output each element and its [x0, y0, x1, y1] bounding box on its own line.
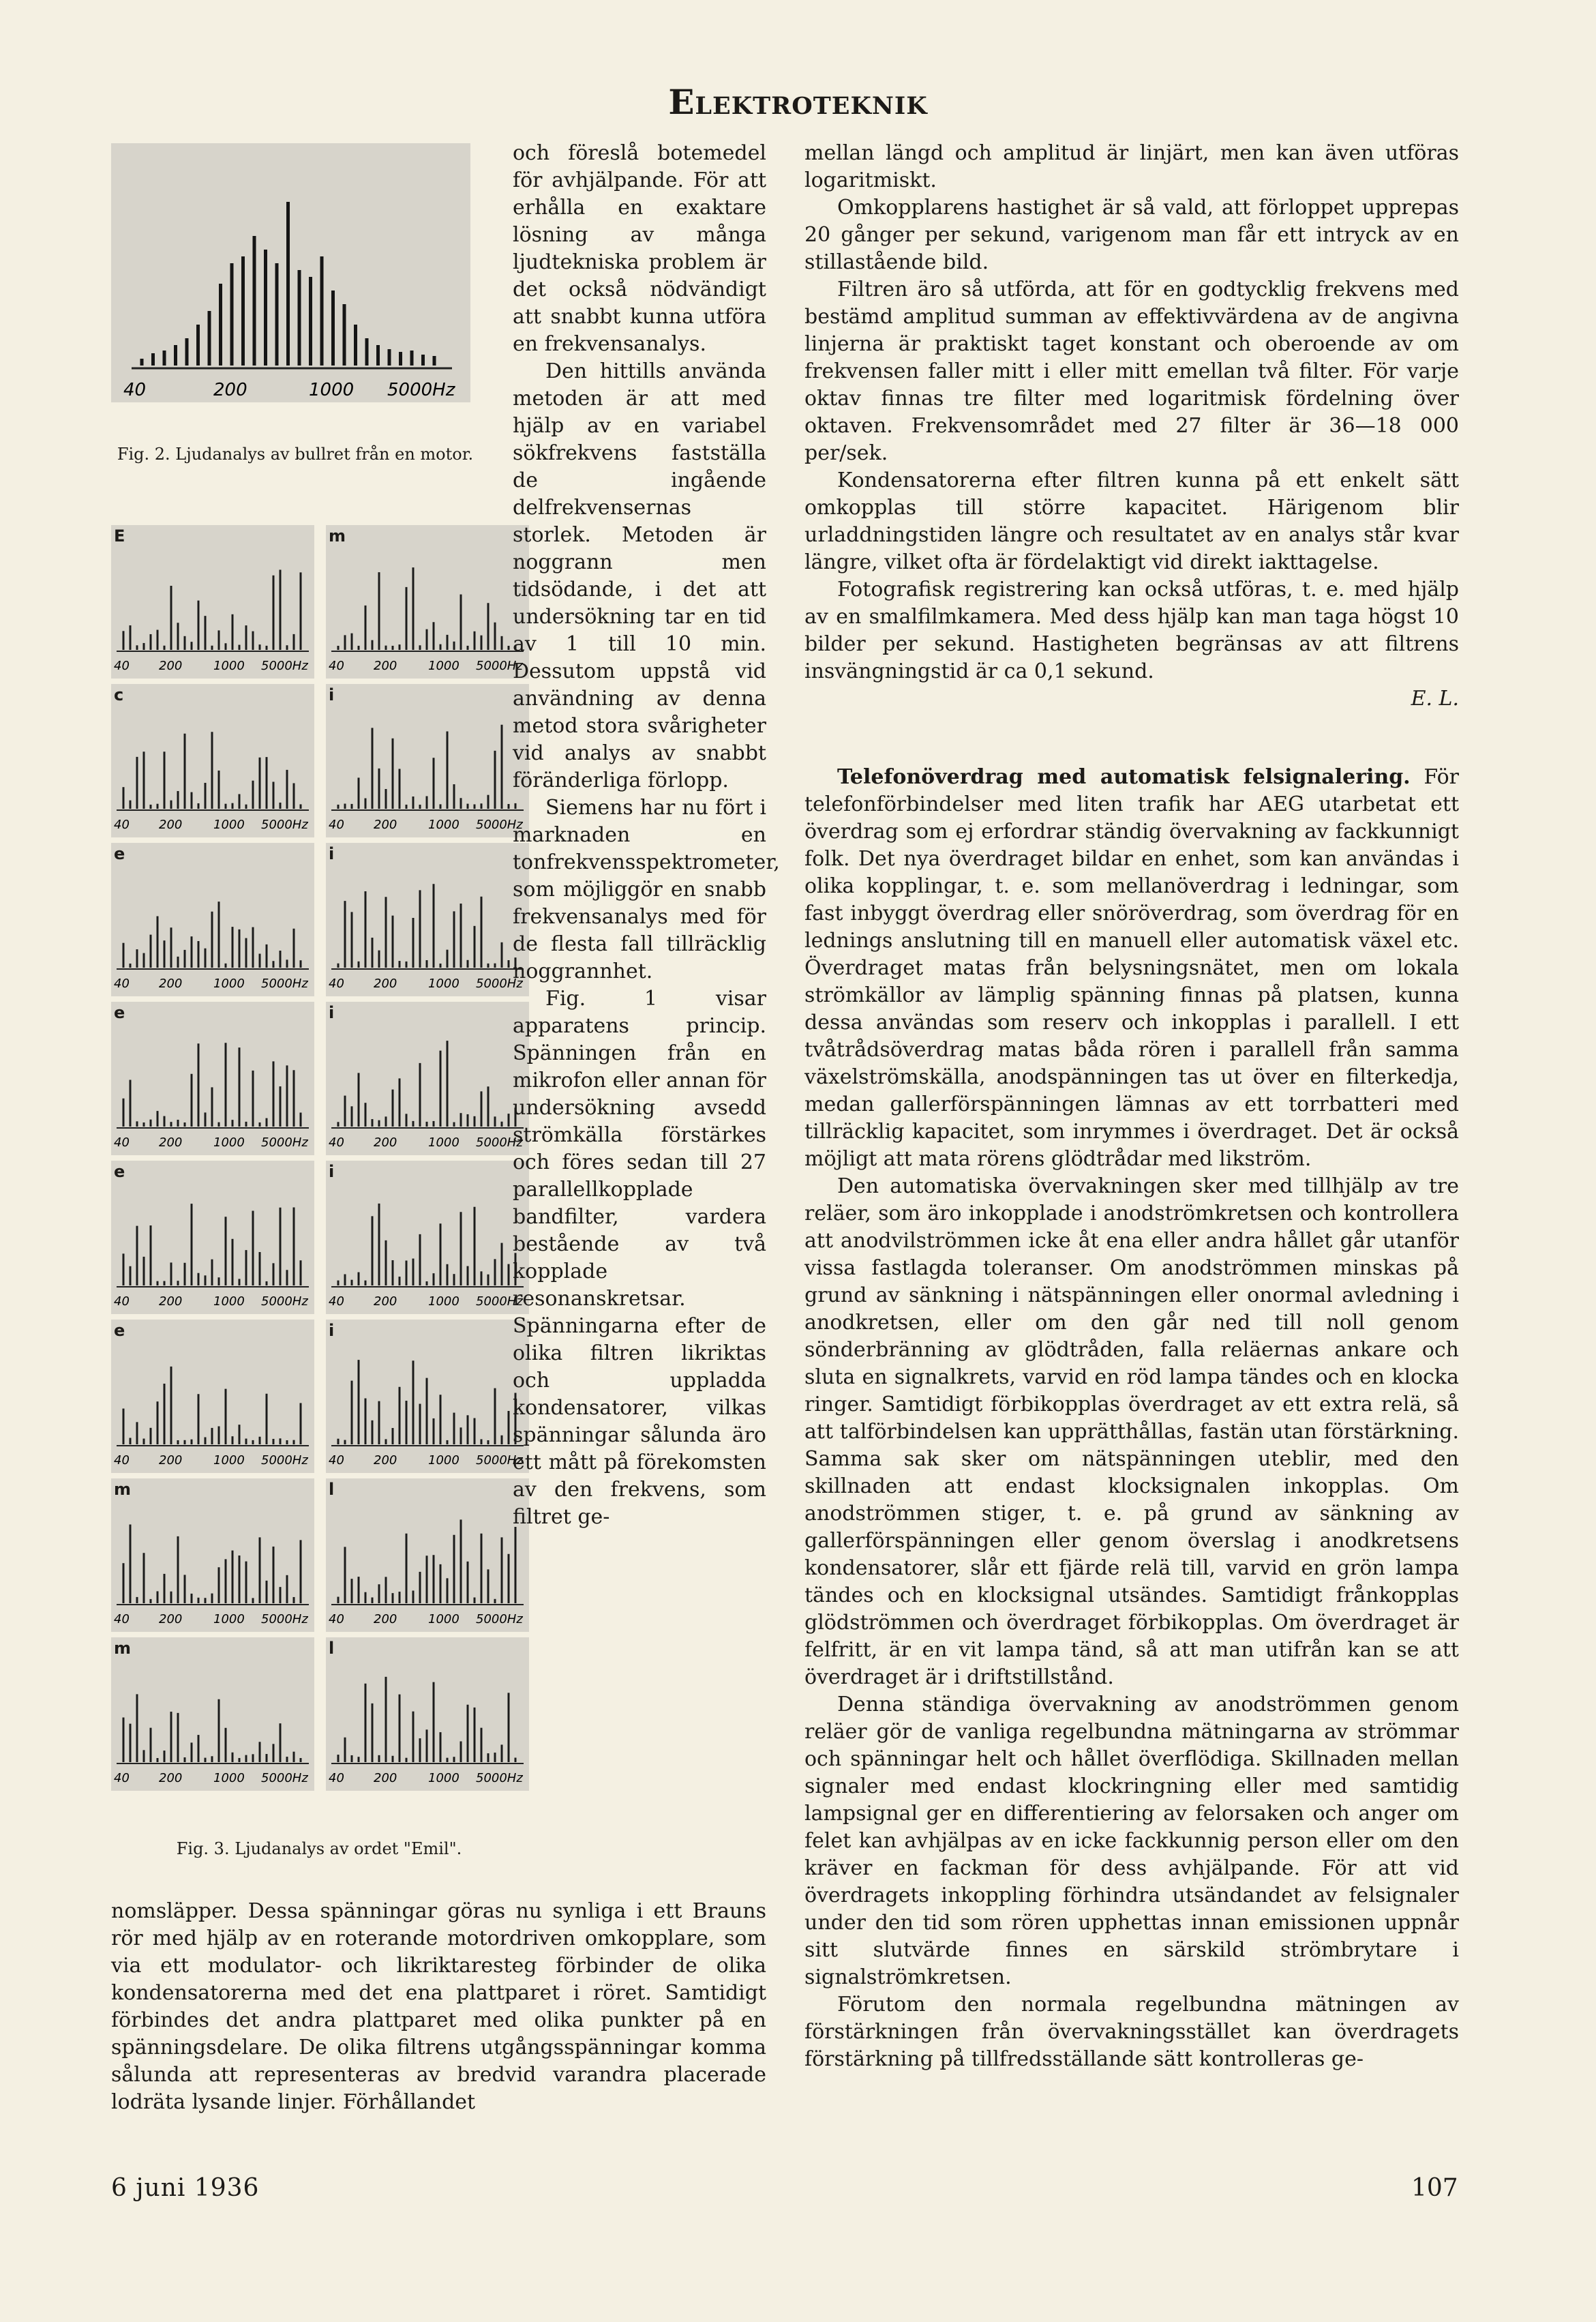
- fig3-panel: [326, 1002, 529, 1155]
- paragraph: Filtren äro så utförda, att för en godtycklig frekvens med bestämd amplitud summan av effektivvärdena av de angivna linjerna är praktiskt taget konstant och oberoende av om frekvensen faller mitt i eller mitt emellan två filter. För varje oktav finnas tre filter med logaritmisk fördelning över oktaven. Frekvensområdet med 27 filter är 36—18 000 per/sek.: [804, 278, 1459, 465]
- fig3-spectrum: [111, 843, 314, 996]
- fig3-spectrum: [111, 525, 314, 679]
- fig3-axis-label: 40: [329, 659, 344, 673]
- fig3-panel-mark: l: [329, 1480, 335, 1499]
- paragraph: Siemens har nu fört i marknaden en tonfrekvensspektrometer, som möjliggör en snabb frekvensanalys med för de flesta fall tillräcklig noggrannhet.: [513, 796, 780, 983]
- fig3-panel-mark: c: [114, 685, 124, 704]
- fig3-axis-label: 200: [374, 659, 397, 673]
- section-first-paragraph: [804, 764, 1459, 1173]
- fig3-axis-label: 200: [159, 1612, 183, 1626]
- fig3-spectrum: [111, 1002, 314, 1155]
- bottom-column: [111, 1898, 766, 2116]
- fig3-axis-label: 200: [159, 1294, 183, 1309]
- fig3-axis-label: 1000: [428, 1771, 460, 1785]
- right-column: [804, 140, 1459, 2073]
- paragraph: Omkopplarens hastighet är så vald, att förloppet upprepas 20 gånger per sekund, varigenom man får ett intryck av en stillastående bild.: [804, 196, 1459, 274]
- fig3-axis-label: 40: [329, 1294, 344, 1309]
- fig3-panel: [111, 843, 314, 996]
- fig3-axis-label: 1000: [213, 1135, 245, 1150]
- fig3-axis-label: 200: [374, 818, 397, 832]
- fig3-axis-label: 5000Hz: [476, 1612, 523, 1626]
- fig3-spectrum: [326, 1161, 529, 1314]
- paragraph: Kondensatorerna efter filtren kunna på ett enkelt sätt omkopplas till större kapacitet. Härigenom blir urladdningstiden längre och resultatet av en analys står kvar längre, vilket ofta är fördelaktigt vid direkt iakttagelse.: [804, 468, 1459, 574]
- fig3-spectrum: [326, 525, 529, 679]
- fig3-axis-label: 1000: [428, 659, 460, 673]
- fig3-panel: [326, 1637, 529, 1791]
- fig3-axis-label: 200: [159, 1771, 183, 1785]
- fig3-spectrum: [111, 1637, 314, 1791]
- fig3-panel-mark: l: [329, 1639, 335, 1658]
- fig3-axis-label: 200: [159, 659, 183, 673]
- fig3-axis-label: 40: [329, 1612, 344, 1626]
- paragraph: nomsläpper. Dessa spänningar göras nu synliga i ett Brauns rör med hjälp av en roterande motordriven omkopplare, som via ett modulator- och likriktaresteg förbinder de olika kondensatorerna med det ena plattparet i röret. Samtidigt förbindes det andra plattparet med olika punkter på en spänningsdelare. De olika filtrens utgångsspänningar komma sålunda att representeras av bredvid varandra placerade lodräta lysande linjer. Förhållandet: [111, 1899, 766, 2114]
- fig3-panel-mark: i: [329, 1003, 335, 1022]
- fig3-axis-label: 5000Hz: [261, 1135, 308, 1150]
- fig3-spectrum: [111, 684, 314, 837]
- fig3-axis-label: 200: [374, 1294, 397, 1309]
- fig3-axis-label: 40: [329, 1771, 344, 1785]
- fig3-axis-label: 40: [114, 977, 130, 991]
- fig3-panel: [111, 684, 314, 837]
- fig3-axis-label: 1000: [213, 1771, 245, 1785]
- fig3-spectrum: [326, 1478, 529, 1632]
- fig3-axis-label: 5000Hz: [476, 1294, 523, 1309]
- section-title: Telefonöverdrag med automatisk felsignalering.: [837, 765, 1411, 789]
- fig3-panel: [326, 1478, 529, 1632]
- fig3-panel-mark: e: [114, 844, 125, 863]
- fig3-axis-label: 40: [114, 1453, 130, 1468]
- fig3-axis-label: 1000: [213, 659, 245, 673]
- fig3-panel: [111, 525, 314, 679]
- fig3-axis-label: 5000Hz: [476, 1771, 523, 1785]
- fig3-panel: [111, 1161, 314, 1314]
- paragraph: Den hittills använda metoden är att med hjälp av en variabel sökfrekvens fastställa de ingående delfrekvensernas storlek. Metoden är noggrann men tidsödande, i det att undersökning tar en tid av 1 till 10 min. Dessutom uppstå vid användning av denna metod stora svårigheter vid analys av snabbt föränderliga förlopp.: [513, 359, 766, 792]
- fig3-panel: [111, 1478, 314, 1632]
- fig3-axis-label: 5000Hz: [261, 977, 308, 991]
- fig3-axis-label: 200: [374, 1135, 397, 1150]
- paragraph-text: För telefonförbindelser med liten trafik har AEG utarbetat ett överdrag som ej erfordrar ständig övervakning av fackkunnigt folk. Det nya överdraget bildar en enhet, som kan användas i olika kopplingar, t. e. som mellanöverdrag i ledningar, som fast inbyggt överdrag eller snöröverdrag, som överdrag för en lednings anslutning till en manuell eller automatisk växel etc. Överdraget matas från belysningsnätet, men om lokala strömkällor av lämplig spänning finnas på platsen, kunna dessa användas som reserv och inkopplas i parallell. I ett tvåtrådsöverdrag matas båda rören i parallell från samma växelströmskälla, anodspänningen tas ut över en filterkedja, medan gallerförspänningen lämnas av ett torrbatteri med tillräcklig kapacitet, som inrymmes i överdraget. Det är också möjligt att mata rörens glödtrådar med likström.: [804, 765, 1459, 1171]
- fig3-axis-label: 40: [114, 1294, 130, 1309]
- fig3-panel: [111, 1320, 314, 1473]
- fig3-axis-label: 200: [374, 1612, 397, 1626]
- fig3-axis-label: 5000Hz: [476, 818, 523, 832]
- fig2-spectrum: [111, 143, 470, 402]
- fig3-axis-label: 5000Hz: [261, 1294, 308, 1309]
- fig3-axis-label: 5000Hz: [261, 1612, 308, 1626]
- fig3-axis-label: 5000Hz: [261, 659, 308, 673]
- middle-column: [513, 140, 780, 1531]
- fig3-axis-label: 1000: [428, 1294, 460, 1309]
- fig2-caption: Fig. 2. Ljudanalys av bullret från en motor.: [117, 445, 474, 464]
- fig3-panel: [326, 525, 529, 679]
- fig3-panel-mark: E: [114, 526, 125, 546]
- fig3-axis-label: 40: [329, 1135, 344, 1150]
- paragraph: Den automatiska övervakningen sker med tillhjälp av tre reläer, som äro inkopplade i anodströmkretsen och kontrollera att anodvilströmmen icke åt ena eller andra hållet går utanför vissa fastlagda toleranser. Om anodströmmen minskas på grund av sänkning i nätspänningen eller onormal avledning i anodkretsen, eller om den går ned till noll genom sönderbränning av glödtråden, falla reläernas ankare och sluta en signalkrets, varvid en röd lampa tändes och en klocka ringer. Samtidigt förbikopplas överdraget av ett extra relä, så att talförbindelsen kan upprätthållas, fastän utan förstärkning. Samma sak sker om nätspänningen uteblir, med den skillnaden att endast klocksignalen inkopplas. Om anodströmmen stiger, t. e. på grund av sänkning av gallerförspänningen eller genom överslag i anodkretsens kondensatorer, slår ett fjärde relä till, varvid en grön lampa tändes och en klocksignal utsändes. Samtidigt frånkopplas glödströmmen och överdraget förbikopplas. Om överdraget är felfritt, är en vit lampa tänd, så att man utifrån kan se att överdraget är i driftstillstånd.: [804, 1174, 1459, 1689]
- fig3-spectrum: [326, 684, 529, 837]
- fig3-spectrum: [111, 1161, 314, 1314]
- fig3-axis-label: 40: [329, 818, 344, 832]
- fig3-spectrum: [111, 1478, 314, 1632]
- fig3-panel-mark: e: [114, 1321, 125, 1340]
- fig3-axis-label: 1000: [428, 977, 460, 991]
- fig3-axis-label: 40: [329, 977, 344, 991]
- fig3-axis-label: 200: [159, 1453, 183, 1468]
- figure-3: [111, 525, 530, 1811]
- fig3-axis-label: 200: [159, 818, 183, 832]
- fig2-axis-label-1: 200: [213, 380, 247, 400]
- fig3-panel: [326, 1161, 529, 1314]
- page-header: Elektroteknik: [668, 82, 928, 122]
- fig3-axis-label: 40: [329, 1453, 344, 1468]
- paragraph: Fig. 1 visar apparatens princip. Spänningen från en mikrofon eller annan för undersökning avsedd strömkälla förstärkes och föres sedan till 27 parallellkopplade bandfilter, vardera bestående av två kopplade resonanskretsar. Spänningarna efter de olika filtren likriktas och uppladda kondensatorer, vilkas spänningar sålunda äro ett mått på förekomsten av den frekvens, som filtret ge-: [513, 987, 766, 1529]
- fig3-axis-label: 1000: [428, 1453, 460, 1468]
- fig3-spectrum: [111, 1320, 314, 1473]
- footer-date: 6 juni 1936: [111, 2174, 260, 2202]
- fig3-axis-label: 1000: [213, 1294, 245, 1309]
- fig3-spectrum: [326, 1320, 529, 1473]
- fig3-axis-label: 40: [114, 818, 130, 832]
- fig3-axis-label: 40: [114, 659, 130, 673]
- fig3-axis-label: 200: [374, 1771, 397, 1785]
- fig2-axis-label-0: 40: [123, 380, 147, 400]
- fig3-panel-mark: e: [114, 1162, 125, 1181]
- paragraph: Fotografisk registrering kan också utföras, t. e. med hjälp av en smalfilmkamera. Med dess hjälp kan man taga högst 10 bilder per sekund. Hastigheten begränsas av att filtrens insvängningstid är ca 0,1 sekund.: [804, 578, 1459, 683]
- paragraph: Förutom den normala regelbundna mätningen av förstärkningen från övervakningsstället kan överdragets förstärkning på tillfredsställande sätt kontrolleras ge-: [804, 1993, 1459, 2071]
- fig3-axis-label: 5000Hz: [476, 977, 523, 991]
- figure-2: [111, 143, 470, 402]
- fig3-axis-label: 200: [374, 977, 397, 991]
- fig3-axis-label: 200: [159, 1135, 183, 1150]
- fig3-spectrum: [326, 843, 529, 996]
- fig3-axis-label: 1000: [428, 1612, 460, 1626]
- fig3-panel: [326, 843, 529, 996]
- fig3-panel-mark: e: [114, 1003, 125, 1022]
- fig3-caption: Fig. 3. Ljudanalys av ordet "Emil".: [176, 1839, 462, 1858]
- paragraph: och föreslå botemedel för avhjälpande. För att erhålla en exaktare lösning av många ljudtekniska problem är det också nödvändigt att snabbt kunna utföra en frekvensanalys.: [513, 141, 766, 356]
- fig3-panel-mark: m: [114, 1639, 132, 1658]
- fig3-axis-label: 5000Hz: [261, 1771, 308, 1785]
- fig3-axis-label: 200: [374, 1453, 397, 1468]
- fig3-panel-mark: i: [329, 685, 335, 704]
- fig3-axis-label: 5000Hz: [261, 1453, 308, 1468]
- fig3-spectrum: [326, 1637, 529, 1791]
- fig3-spectrum: [326, 1002, 529, 1155]
- fig3-panel-mark: i: [329, 1162, 335, 1181]
- fig3-axis-label: 1000: [213, 1453, 245, 1468]
- fig3-panel: [326, 1320, 529, 1473]
- fig3-axis-label: 5000Hz: [476, 1135, 523, 1150]
- fig3-axis-label: 5000Hz: [476, 659, 523, 673]
- fig3-panel-mark: i: [329, 1321, 335, 1340]
- fig2-axis-label-2: 1000: [309, 380, 355, 400]
- fig2-axis-label-3: 5000Hz: [387, 380, 455, 400]
- fig3-axis-label: 1000: [213, 977, 245, 991]
- fig3-axis-label: 1000: [428, 818, 460, 832]
- fig3-axis-label: 40: [114, 1135, 130, 1150]
- fig3-axis-label: 200: [159, 977, 183, 991]
- fig3-axis-label: 5000Hz: [261, 818, 308, 832]
- paragraph: Denna ständiga övervakning av anodströmmen genom reläer gör de vanliga regelbundna mätningarna av strömmar och spänningar helt och hållet överflödiga. Skillnaden mellan signaler med endast klockringning eller med samtidig lampsignal ger en differentiering av felorsaken och anger om felet kan avhjälpas av en icke fackkunnig person eller om den kräver en fackman för dess avhjälpande. För att vid överdragets inkoppling förhindra utsändandet av felsignaler under den tid som rören upphettas innan emissionen uppnår sitt slutvärde finnes en särskild strömbrytare i signalströmkretsen.: [804, 1693, 1459, 1989]
- fig3-axis-label: 40: [114, 1612, 130, 1626]
- fig3-panel: [111, 1637, 314, 1791]
- fig3-panel-mark: m: [329, 526, 346, 546]
- fig3-axis-label: 1000: [428, 1135, 460, 1150]
- fig3-panel-mark: m: [114, 1480, 132, 1499]
- fig3-panel-mark: i: [329, 844, 335, 863]
- fig3-panel: [326, 684, 529, 837]
- fig3-axis-label: 40: [114, 1771, 130, 1785]
- page-number: 107: [1411, 2174, 1458, 2202]
- fig3-axis-label: 5000Hz: [476, 1453, 523, 1468]
- signature: E. L.: [1411, 687, 1459, 711]
- paragraph: mellan längd och amplitud är linjärt, men kan även utföras logaritmiskt.: [804, 141, 1459, 192]
- fig3-panel: [111, 1002, 314, 1155]
- fig3-axis-label: 1000: [213, 1612, 245, 1626]
- fig3-axis-label: 1000: [213, 818, 245, 832]
